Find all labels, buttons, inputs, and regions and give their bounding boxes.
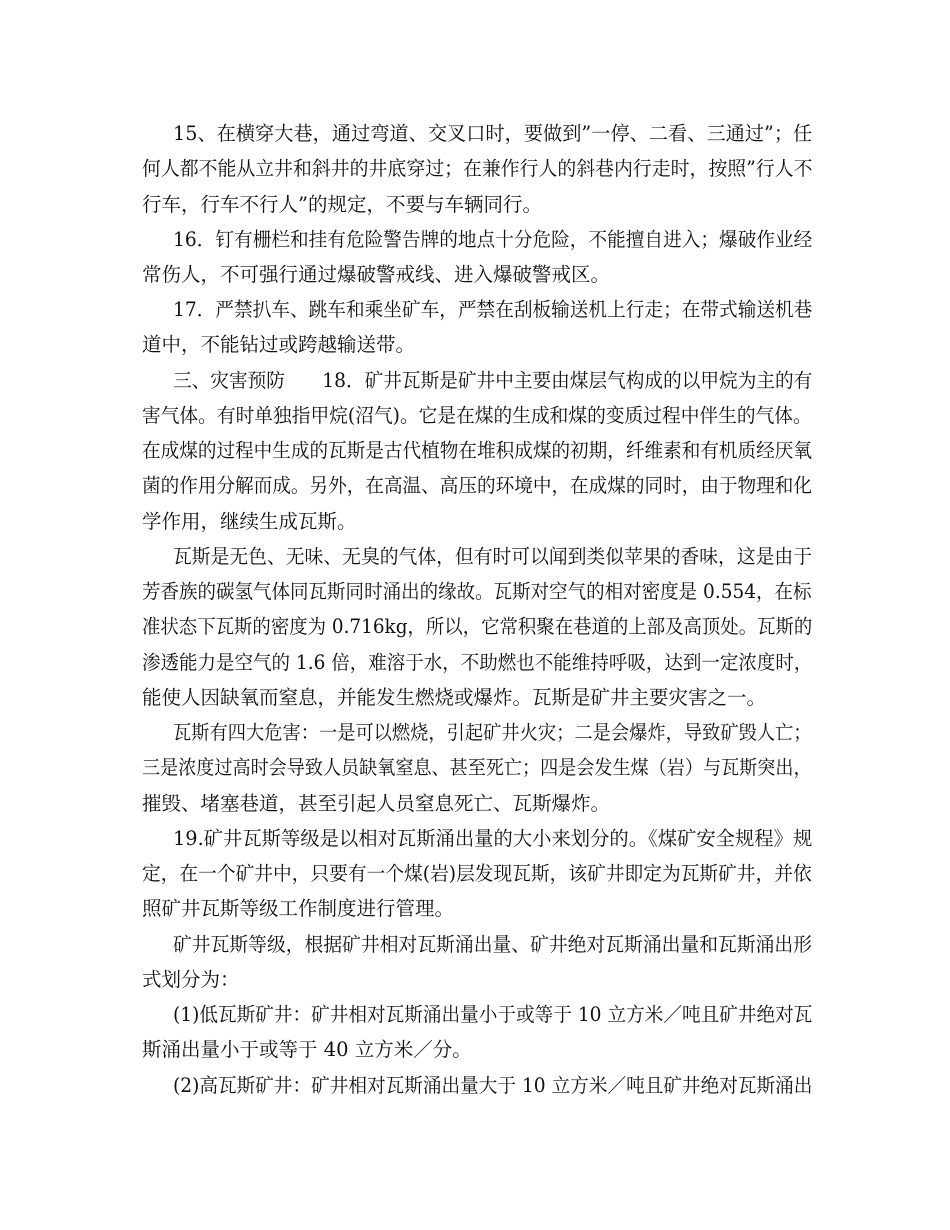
text-line: 定，在一个矿井中，只要有一个煤(岩)层发现瓦斯，该矿井即定为瓦斯矿井，并依 xyxy=(142,862,812,885)
text-line: 斯涌出量小于或等于 40 立方米／分。 xyxy=(142,1038,472,1061)
text-line: 何人都不能从立井和斜井的井底穿过；在兼作行人的斜巷内行走时，按照”行人不 xyxy=(142,157,813,180)
text-line: 照矿井瓦斯等级工作制度进行管理。 xyxy=(142,897,455,920)
text-line: 道中，不能钻过或跨越输送带。 xyxy=(142,333,416,356)
text-line: 学作用，继续生成瓦斯。 xyxy=(142,510,357,533)
text-line: 准状态下瓦斯的密度为 0.716kg，所以，它常积聚在巷道的上部及高顶处。瓦斯的 xyxy=(142,615,813,638)
text-line: 常伤人，不可强行通过爆破警戒线、进入爆破警戒区。 xyxy=(142,263,611,286)
text-line: 害气体。有时单独指甲烷(沼气)。它是在煤的生成和煤的变质过程中伴生的气体。 xyxy=(142,404,812,427)
text-line: 菌的作用分解而成。另外，在高温、高压的环境中，在成煤的同时，由于物理和化 xyxy=(142,474,813,497)
text-line: 矿井瓦斯等级，根据矿井相对瓦斯涌出量、矿井绝对瓦斯涌出量和瓦斯涌出形 xyxy=(173,933,813,956)
text-line: 行车，行车不行人”的规定，不要与车辆同行。 xyxy=(142,193,542,216)
text-line: 瓦斯有四大危害：一是可以燃烧，引起矿井火灾；二是会爆炸，导致矿毁人亡； xyxy=(173,721,812,744)
text-line: 在成煤的过程中生成的瓦斯是古代植物在堆积成煤的初期，纤维素和有机质经厌氧 xyxy=(142,439,813,462)
text-line: (1)低瓦斯矿井：矿井相对瓦斯涌出量小于或等于 10 立方米／吨且矿井绝对瓦 xyxy=(173,1003,813,1026)
section-heading-line: 三、灾害预防 18．矿井瓦斯是矿井中主要由煤层气构成的以甲烷为主的有 xyxy=(173,369,813,392)
text-line: 16．钉有栅栏和挂有危险警告牌的地点十分危险，不能擅自进入；爆破作业经 xyxy=(173,228,813,251)
text-line: 15、在横穿大巷，通过弯道、交叉口时，要做到”一停、二看、三通过”；任 xyxy=(173,122,813,145)
text-line: 19.矿井瓦斯等级是以相对瓦斯涌出量的大小来划分的。《煤矿安全规程》规 xyxy=(173,827,813,850)
text-line: 三是浓度过高时会导致人员缺氧窒息、甚至死亡；四是会发生煤（岩）与瓦斯突出， xyxy=(142,756,812,779)
text-line: 渗透能力是空气的 1.6 倍，难溶于水，不助燃也不能维持呼吸，达到一定浓度时， xyxy=(142,651,813,674)
text-line: 芳香族的碳氢气体同瓦斯同时涌出的缘故。瓦斯对空气的相对密度是 0.554，在标 xyxy=(142,580,812,603)
text-line: 摧毁、堵塞巷道，甚至引起人员窒息死亡、瓦斯爆炸。 xyxy=(142,792,611,815)
text-line: 17．严禁扒车、跳车和乘坐矿车，严禁在刮板输送机上行走；在带式输送机巷 xyxy=(173,298,813,321)
text-line: (2)高瓦斯矿井：矿井相对瓦斯涌出量大于 10 立方米／吨且矿井绝对瓦斯涌出 xyxy=(173,1074,813,1097)
text-line: 式划分为： xyxy=(142,968,240,991)
text-line: 能使人因缺氧而窒息，并能发生燃烧或爆炸。瓦斯是矿井主要灾害之一。 xyxy=(142,686,767,709)
text-line: 瓦斯是无色、无味、无臭的气体，但有时可以闻到类似苹果的香味，这是由于 xyxy=(173,545,813,568)
